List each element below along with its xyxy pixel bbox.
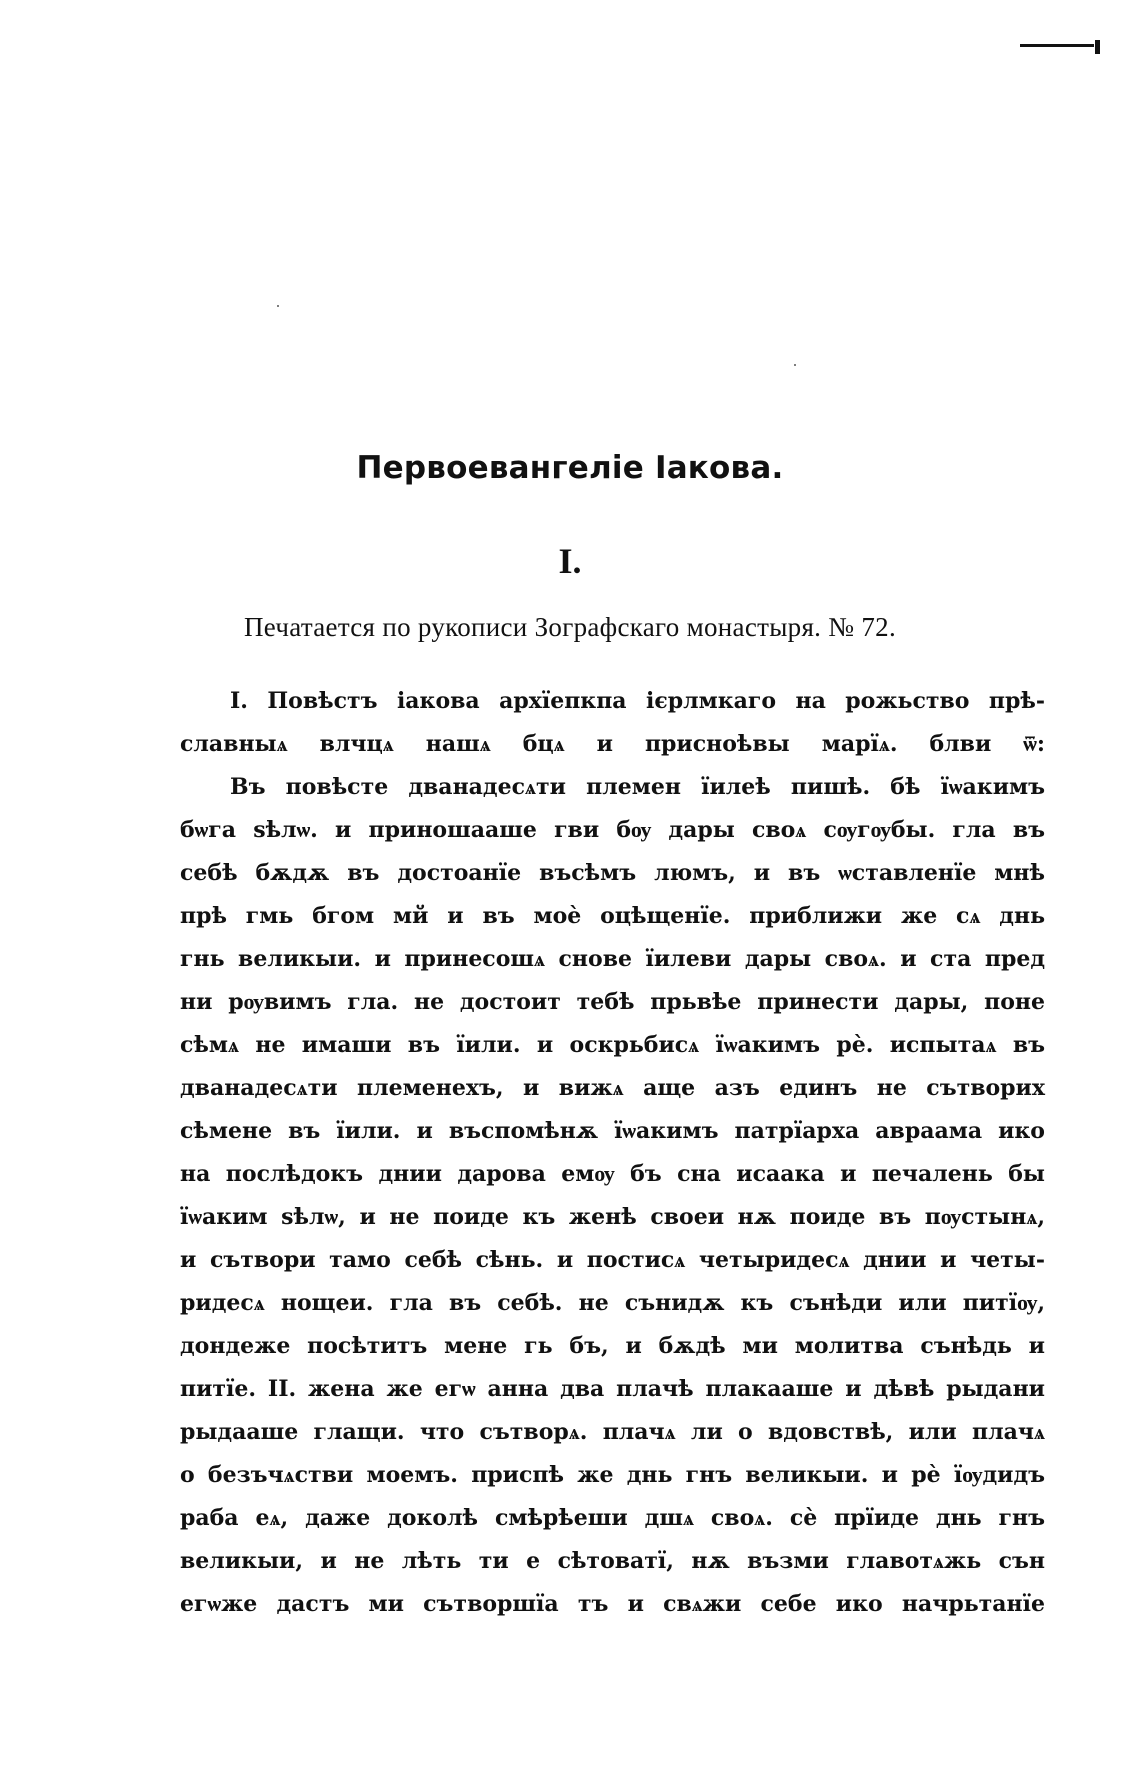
text-line: ридесѧ нощеи. гла въ себѣ. не сънидѫ къ сънѣди или питїѹ, — [180, 1290, 1045, 1316]
text-line: гнь великыи. и принесошѧ снове їилеви дары своѧ. и ста пред — [180, 946, 1045, 972]
page-corner-mark — [1020, 40, 1100, 54]
text-line: и сътвори тамо себѣ сѣнь. и постисѧ четыридесѧ днии и четы- — [180, 1247, 1045, 1273]
text-line: егѡже дастъ ми сътворшїа тъ и свѧжи себе ико начрьтанїе — [180, 1591, 1045, 1617]
text-line: питїе. II. жена же егѡ анна два плачѣ плакааше и дѣвѣ рыдани — [180, 1376, 1045, 1402]
text-line: дванадесѧти племенехъ, и вижѧ аще азъ единъ не сътворих — [180, 1075, 1045, 1101]
text-line: о безъчѧстви моемъ. приспѣ же днь гнъ великыи. и рѐ їѹдидъ — [180, 1462, 1045, 1488]
text-line: себѣ бѫдѫ въ достоанїе въсѣмъ люмъ, и въ ѡставленїе мнѣ — [180, 860, 1045, 886]
corner-mark-bar — [1020, 44, 1094, 47]
church-slavonic-text — [180, 680, 1045, 1626]
scan-speck — [794, 364, 796, 366]
source-note: Печатается по рукописи Зографскаго монастыря. № 72. — [243, 612, 897, 642]
corner-mark-tick — [1095, 40, 1100, 54]
text-line: рыдааше глащи. что сътворѧ. плачѧ ли о вдовствѣ, или плачѧ — [180, 1419, 1045, 1445]
text-line: сѣмѧ не имаши въ їили. и оскрьбисѧ їѡакимъ рѐ. испытаѧ въ — [180, 1032, 1045, 1058]
text-line: на послѣдокъ днии дарова емѹ бъ сна исаака и печалень бы — [180, 1161, 1045, 1187]
text-line: бѡга ѕѣлѡ. и приношааше гви бѹ дары своѧ сѹгѹбы. гла въ — [180, 817, 1045, 843]
text-line: прѣ гмь бгом мй и въ моѐ оцѣщенїе. приближи же сѧ днь — [180, 903, 1045, 929]
text-line: славныѧ влчцѧ нашѧ бцѧ и присноѣвы марїѧ. блви ѿ: — [180, 731, 1045, 757]
text-line: дондеже посѣтитъ мене гь бъ, и бѫдѣ ми молитва сънѣдь и — [180, 1333, 1045, 1359]
scan-speck — [277, 305, 279, 307]
text-line: сѣмене въ їили. и въспомѣнѫ їѡакимъ патрїарха авраама ико — [180, 1118, 1045, 1144]
text-line: великыи, и не лѣть ти е сѣтоватї, нѫ възми главотѧжь сън — [180, 1548, 1045, 1574]
text-line: їѡаким ѕѣлѡ, и не поиде къ женѣ своеи нѫ поиде въ пѹстынѧ, — [180, 1204, 1045, 1230]
text-line: ни рѹвимъ гла. не достоит тебѣ прьвѣе принести дары, поне — [180, 989, 1045, 1015]
section-numeral: I. — [558, 541, 582, 581]
text-line: I. Повѣстъ іакова архїепкпа ієрлмкаго на рожьство прѣ- — [230, 688, 1045, 714]
text-line: Въ повѣсте дванадесѧти племен їилеѣ пишѣ. бѣ їѡакимъ — [230, 774, 1045, 800]
text-line: раба еѧ, даже доколѣ смѣрѣеши дшѧ своѧ. сѐ прїиде днь гнъ — [180, 1505, 1045, 1531]
page-title: Первоевангеліе Іакова. — [356, 450, 784, 486]
